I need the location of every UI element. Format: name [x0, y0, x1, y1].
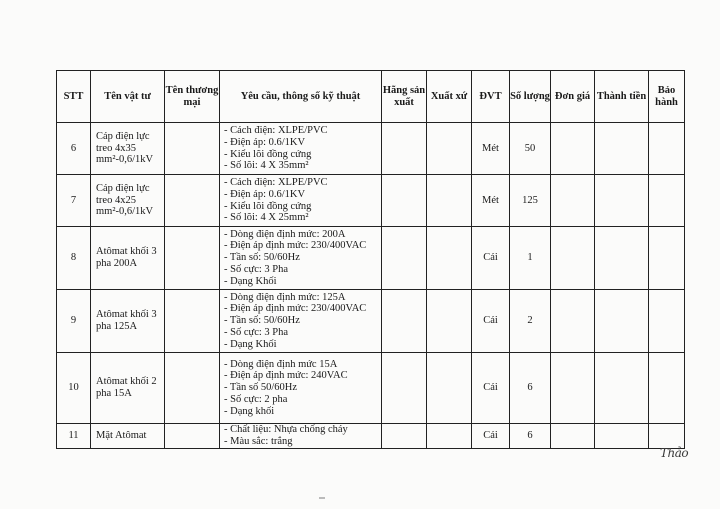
row-item-name: Cáp điện lực treo 4x35 mm²-0,6/1kV [91, 123, 165, 175]
row-requirements [220, 227, 382, 290]
row-stt: 10 [57, 353, 91, 424]
row-origin [427, 290, 472, 353]
row-quantity: 6 [510, 353, 551, 424]
requirement-line: - Số cực: 2 pha [224, 393, 288, 405]
requirement-line: - Điện áp định mức: 230/400VAC [224, 240, 367, 252]
row-item-name: Atômat khối 2 pha 15A [91, 353, 165, 424]
row-amount [595, 290, 649, 353]
header-requirements: Yêu cầu, thông số kỹ thuật [220, 71, 382, 123]
requirement-line: - Chất liệu: Nhựa chống cháy [224, 424, 348, 435]
requirement-line: - Dạng khối [224, 405, 275, 417]
row-unit-price [551, 175, 595, 227]
row-unit-price [551, 353, 595, 424]
requirement-line: - Dòng điện định mức 15A [224, 358, 338, 370]
row-item-name: Atômat khối 3 pha 125A [91, 290, 165, 353]
row-item-name: Mặt Atômat [91, 424, 165, 449]
row-manufacturer [382, 123, 427, 175]
row-warranty [649, 123, 685, 175]
row-warranty [649, 175, 685, 227]
row-stt: 11 [57, 424, 91, 449]
scan-speck [319, 497, 325, 499]
header-warranty: Bảo hành [649, 71, 685, 123]
requirement-line: - Số cực: 3 Pha [224, 326, 289, 338]
requirement-line: - Điện áp định mức: 240VAC [224, 370, 348, 382]
row-quantity: 50 [510, 123, 551, 175]
table-row [57, 290, 685, 353]
requirement-line: - Dạng Khối [224, 338, 277, 350]
row-quantity: 125 [510, 175, 551, 227]
row-origin [427, 227, 472, 290]
row-requirements [220, 424, 382, 449]
row-amount [595, 227, 649, 290]
row-origin [427, 424, 472, 449]
row-unit-price [551, 227, 595, 290]
requirement-line: - Tần số 50/60Hz [224, 382, 298, 394]
header-stt: STT [57, 71, 91, 123]
requirement-line: - Số cực: 3 Pha [224, 263, 289, 275]
row-quantity: 1 [510, 227, 551, 290]
row-unit: Mét [472, 123, 510, 175]
table-row [57, 123, 685, 175]
row-amount [595, 123, 649, 175]
requirement-line: - Cách điện: XLPE/PVC [224, 124, 328, 136]
row-stt: 9 [57, 290, 91, 353]
row-trade-name [165, 175, 220, 227]
row-unit: Cái [472, 227, 510, 290]
header-origin: Xuất xứ [427, 71, 472, 123]
row-warranty [649, 290, 685, 353]
row-trade-name [165, 353, 220, 424]
row-origin [427, 123, 472, 175]
row-warranty [649, 227, 685, 290]
row-trade-name [165, 123, 220, 175]
row-quantity: 2 [510, 290, 551, 353]
row-trade-name [165, 227, 220, 290]
row-unit-price [551, 424, 595, 449]
requirement-line: - Điện áp: 0.6/1KV [224, 136, 306, 148]
header-amount: Thành tiền [595, 71, 649, 123]
row-requirements [220, 353, 382, 424]
header-unit: ĐVT [472, 71, 510, 123]
header-row [57, 71, 685, 123]
requirement-line: - Dòng điện định mức: 125A [224, 291, 346, 303]
row-manufacturer [382, 290, 427, 353]
row-origin [427, 353, 472, 424]
row-warranty [649, 353, 685, 424]
requirement-line: - Số lõi: 4 X 35mm² [224, 160, 309, 172]
header-unit-price: Đơn giá [551, 71, 595, 123]
row-manufacturer [382, 175, 427, 227]
row-origin [427, 175, 472, 227]
requirement-line: - Điện áp: 0.6/1KV [224, 188, 306, 200]
requirement-line: - Kiểu lõi đồng cứng [224, 200, 312, 212]
row-unit: Mét [472, 175, 510, 227]
table-row [57, 175, 685, 227]
header-manufacturer: Hãng sản xuất [382, 71, 427, 123]
row-trade-name [165, 424, 220, 449]
row-warranty [649, 424, 685, 449]
materials-table [56, 70, 685, 449]
row-unit: Cái [472, 290, 510, 353]
requirement-line: - Tần số: 50/60Hz [224, 252, 300, 264]
requirement-line: - Màu sắc: trắng [224, 435, 293, 447]
row-item-name: Atômat khối 3 pha 200A [91, 227, 165, 290]
requirement-line: - Tần số: 50/60Hz [224, 315, 300, 327]
row-trade-name [165, 290, 220, 353]
row-unit-price [551, 123, 595, 175]
row-requirements [220, 290, 382, 353]
row-manufacturer [382, 353, 427, 424]
row-amount [595, 175, 649, 227]
row-unit: Cái [472, 353, 510, 424]
row-stt: 7 [57, 175, 91, 227]
table-row [57, 424, 685, 449]
row-unit-price [551, 290, 595, 353]
requirement-line: - Số lõi: 4 X 25mm² [224, 212, 309, 224]
handwritten-signature: Thảo [660, 446, 689, 460]
header-quantity: Số lượng [510, 71, 551, 123]
row-stt: 6 [57, 123, 91, 175]
requirement-line: - Dạng Khối [224, 275, 277, 287]
row-unit: Cái [472, 424, 510, 449]
row-requirements [220, 123, 382, 175]
row-amount [595, 353, 649, 424]
header-trade-name: Tên thương mại [165, 71, 220, 123]
row-amount [595, 424, 649, 449]
header-item-name: Tên vật tư [91, 71, 165, 123]
row-manufacturer [382, 227, 427, 290]
row-item-name: Cáp điện lực treo 4x25 mm²-0,6/1kV [91, 175, 165, 227]
row-quantity: 6 [510, 424, 551, 449]
requirement-line: - Điện áp định mức: 230/400VAC [224, 303, 367, 315]
row-requirements [220, 175, 382, 227]
requirement-line: - Kiểu lõi đồng cứng [224, 148, 312, 160]
row-manufacturer [382, 424, 427, 449]
table-row [57, 227, 685, 290]
row-stt: 8 [57, 227, 91, 290]
requirement-line: - Cách điện: XLPE/PVC [224, 176, 328, 188]
table-row [57, 353, 685, 424]
requirement-line: - Dòng điện định mức: 200A [224, 228, 346, 240]
